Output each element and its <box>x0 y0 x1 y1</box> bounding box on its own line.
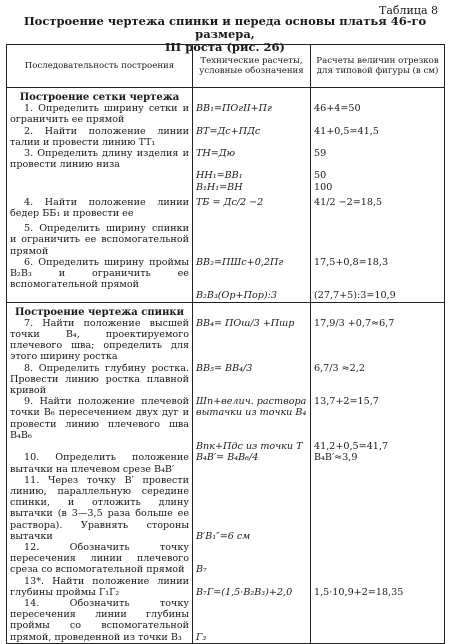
table-row <box>7 257 445 291</box>
step-cell: 12. Обозначить точку пересечения линии плечевого среза со вспомогательной прямой <box>7 542 193 576</box>
formula-cell: НН₁=ВВ₁ <box>193 170 311 181</box>
formula-cell: ВВ₂=ПШс+0,2Пг <box>193 257 311 291</box>
formula-cell: ВВ₄= ПОш/3 +Пшр <box>193 318 311 363</box>
step-cell: 14. Обозначить точку пересечения линии глубины проймы со вспомогательной прямой, проведенной из точки В₃ <box>7 598 193 643</box>
table-row <box>7 170 445 181</box>
calc-cell: 41,2+0,5=41,7 <box>311 441 445 452</box>
step-cell: 7. Найти положение высшей точки В₄, проектируемого плечевого шва; определить для этого ширину ростка <box>7 318 193 363</box>
table-row <box>7 223 445 257</box>
calc-cell: 13,7+2=15,7 <box>311 396 445 441</box>
step-cell <box>7 441 193 452</box>
formula-cell: ВТ=Дс+ПДс <box>193 126 311 148</box>
formula-cell <box>193 223 311 257</box>
formula-cell: Шп+велич. раствора вытачки из точки В₄ <box>193 396 311 441</box>
step-cell: 2. Найти положение линии талии и провести линию ТТ₁ <box>7 126 193 148</box>
formula-cell: В₄В′= В₄В₆/4 <box>193 452 311 474</box>
step-cell: 6. Определить ширину проймы В₂В₃ и ограничить ее вспомогательной прямой <box>7 257 193 291</box>
calc-cell: 17,9/3 +0,7≈6,7 <box>311 318 445 363</box>
calc-cell: 50 <box>311 170 445 181</box>
formula-cell: ТБ = Дс/2 −2 <box>193 197 311 219</box>
calc-cell: В₄В′≈3,9 <box>311 452 445 474</box>
title-line-2: III роста (рис. 26) <box>165 40 285 54</box>
formula-cell: ВВ₁=ПОгII+Пг <box>193 103 311 125</box>
calc-cell: 59 <box>311 148 445 170</box>
table-row <box>7 197 445 219</box>
formula-cell: В₇ <box>193 542 311 576</box>
formula-cell: Г₃ <box>193 598 311 643</box>
formula-cell: В₁Н₁=ВН <box>193 182 311 193</box>
step-cell <box>7 182 193 193</box>
table-row <box>7 126 445 148</box>
step-cell: 9. Найти положение плечевой точки В₆ пересечением двух дуг и провести линию плечевого шва В₄В₆ <box>7 396 193 441</box>
calc-cell: 46+4=50 <box>311 103 445 125</box>
calc-cell <box>311 223 445 257</box>
step-cell: 4. Найти положение линии бедер ББ₁ и провести ее <box>7 197 193 219</box>
calc-cell <box>311 542 445 576</box>
table-row <box>7 290 445 302</box>
table-row <box>7 103 445 125</box>
table-row <box>7 542 445 576</box>
calc-cell: 17,5+0,8=18,3 <box>311 257 445 291</box>
section-title-back: Построение чертежа спинки <box>7 302 193 318</box>
calc-cell: 1,5·10,9+2=18,35 <box>311 576 445 598</box>
header-values: Расчеты величин отрезков для типовой фигуры (в см) <box>311 45 445 88</box>
step-cell: 13*. Найти положение линии глубины проймы Г₁Г₂ <box>7 576 193 598</box>
formula-cell: В₇Г=(1,5·В₂В₃)+2,0 <box>193 576 311 598</box>
table-header-row <box>7 45 445 88</box>
table-row <box>7 475 445 542</box>
table-row <box>7 182 445 193</box>
section-row <box>7 302 445 318</box>
table-row <box>7 452 445 474</box>
header-technical: Технические расчеты, условные обозначения <box>193 45 311 88</box>
construction-table <box>6 44 445 644</box>
formula-cell: ТН=Дю <box>193 148 311 170</box>
calc-cell <box>311 475 445 542</box>
step-cell: 1. Определить ширину сетки и ограничить ее прямой <box>7 103 193 125</box>
step-cell: 5. Определить ширину спинки и ограничить ее вспомогательной прямой <box>7 223 193 257</box>
formula-cell: В₂В₃(Ор+Пор):3 <box>193 290 311 302</box>
step-cell <box>7 170 193 181</box>
calc-cell: 41/2 −2=18,5 <box>311 197 445 219</box>
table-row <box>7 441 445 452</box>
calc-cell: 6,7/3 ≈2,2 <box>311 363 445 397</box>
calc-cell <box>311 598 445 643</box>
step-cell: 11. Через точку В′ провести линию, параллельную середине спинки, и отложить длину вытачки (в 3—3,5 раза больше ее раствора). Уравнять стороны вытачки <box>7 475 193 542</box>
table-row <box>7 318 445 363</box>
calc-cell: 41+0,5=41,5 <box>311 126 445 148</box>
step-cell: 10. Определить положение вытачки на плечевом срезе В₄В′ <box>7 452 193 474</box>
table-row <box>7 576 445 598</box>
formula-cell: ВВ₅= ВВ₄/3 <box>193 363 311 397</box>
formula-cell: Впк+Пдс из точки Т <box>193 441 311 452</box>
table-row <box>7 396 445 441</box>
table-number: Таблица 8 <box>379 4 438 17</box>
title-line-1: Построение чертежа спинки и переда основы платья 46-го размера, <box>23 14 427 41</box>
section-row <box>7 88 445 104</box>
step-cell: 3. Определить длину изделия и провести линию низа <box>7 148 193 170</box>
formula-cell: В′В₁″=6 см <box>193 475 311 542</box>
table-row <box>7 598 445 643</box>
calc-cell: (27,7+5):3=10,9 <box>311 290 445 302</box>
table-row <box>7 148 445 170</box>
table-row <box>7 363 445 397</box>
step-cell <box>7 290 193 302</box>
calc-cell: 100 <box>311 182 445 193</box>
header-sequence: Последовательность построения <box>7 45 193 88</box>
step-cell: 8. Определить глубину ростка. Провести линию ростка плавной кривой <box>7 363 193 397</box>
section-title-grid: Построение сетки чертежа <box>7 88 193 104</box>
